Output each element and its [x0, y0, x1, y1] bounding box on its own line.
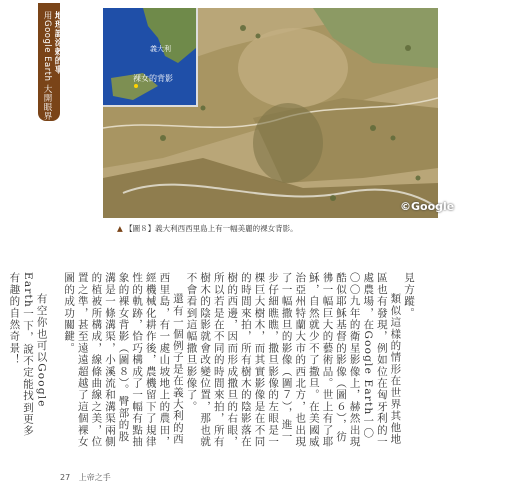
sidebar-chapter-tab: [38, 3, 63, 121]
page-number: 27: [60, 473, 71, 482]
inset-label-region: 義大利: [150, 45, 171, 53]
caption-marker-icon: ▲: [117, 224, 123, 233]
figure-caption: [117, 223, 298, 234]
page-footer: [60, 472, 111, 483]
inset-map: [103, 8, 198, 107]
caption-text: 【圖８】義大利西西里島上有一幅美麗的裸女背影。: [125, 224, 298, 233]
paragraph: 還有一個例子是在義大利的西西里島，有一處山坡地上的農田，經機械化耕作後，農機留下了規律性的軌跡，恰巧構成了一幅有點抽象的裸女背影（圖８）。臀部的股溝是一條溝渠，小溪流和溝渠兩側的植被所構成，線條曲線之美，位置之準，甚至遠遠超越了這個裸女圖的成功關鍵。: [63, 272, 184, 448]
paragraph: 有空你也可以Google Earth一下，說不定能找到更多有趣的自然奇景！: [8, 272, 48, 437]
article-body: [8, 272, 415, 448]
tab-title: 地理謎涂敕的事：: [53, 11, 63, 83]
map-watermark: ©Google: [400, 200, 455, 213]
chapter-name: 上帝之手: [78, 473, 111, 482]
inset-label-target: 裸女的背影: [133, 74, 173, 83]
paragraph: 類似這樣的情形在世界其他地區也有發現，例如位在匈牙利的一處農場，在Google Earth一〇〇〇九年的衛星影像上，赫然出現酷似耶穌基督的影像（圖６），彷彿一幅巨大的藝術品。世上有了耶穌，自然就少不了撒旦。在美國威治亞州特蘭大市的西北方，也出現了一幅撒旦的影像（圖７），進一步仔細瞧瞧，撒旦影像的左眼是一棵巨大樹木，而其實影像是在不同的時間來拍，所有樹木的陰影落在樹的西邊，因而形成撒旦的右眼，所以若是在不同的時間來拍，所有樹木的陰影就會改變位置，那也就不會看到這幅撒旦影像了。: [185, 272, 402, 448]
tab-subtitle: 用Google Earth 大開眼界: [42, 11, 52, 121]
paragraph: 見方蹤。: [403, 272, 415, 319]
